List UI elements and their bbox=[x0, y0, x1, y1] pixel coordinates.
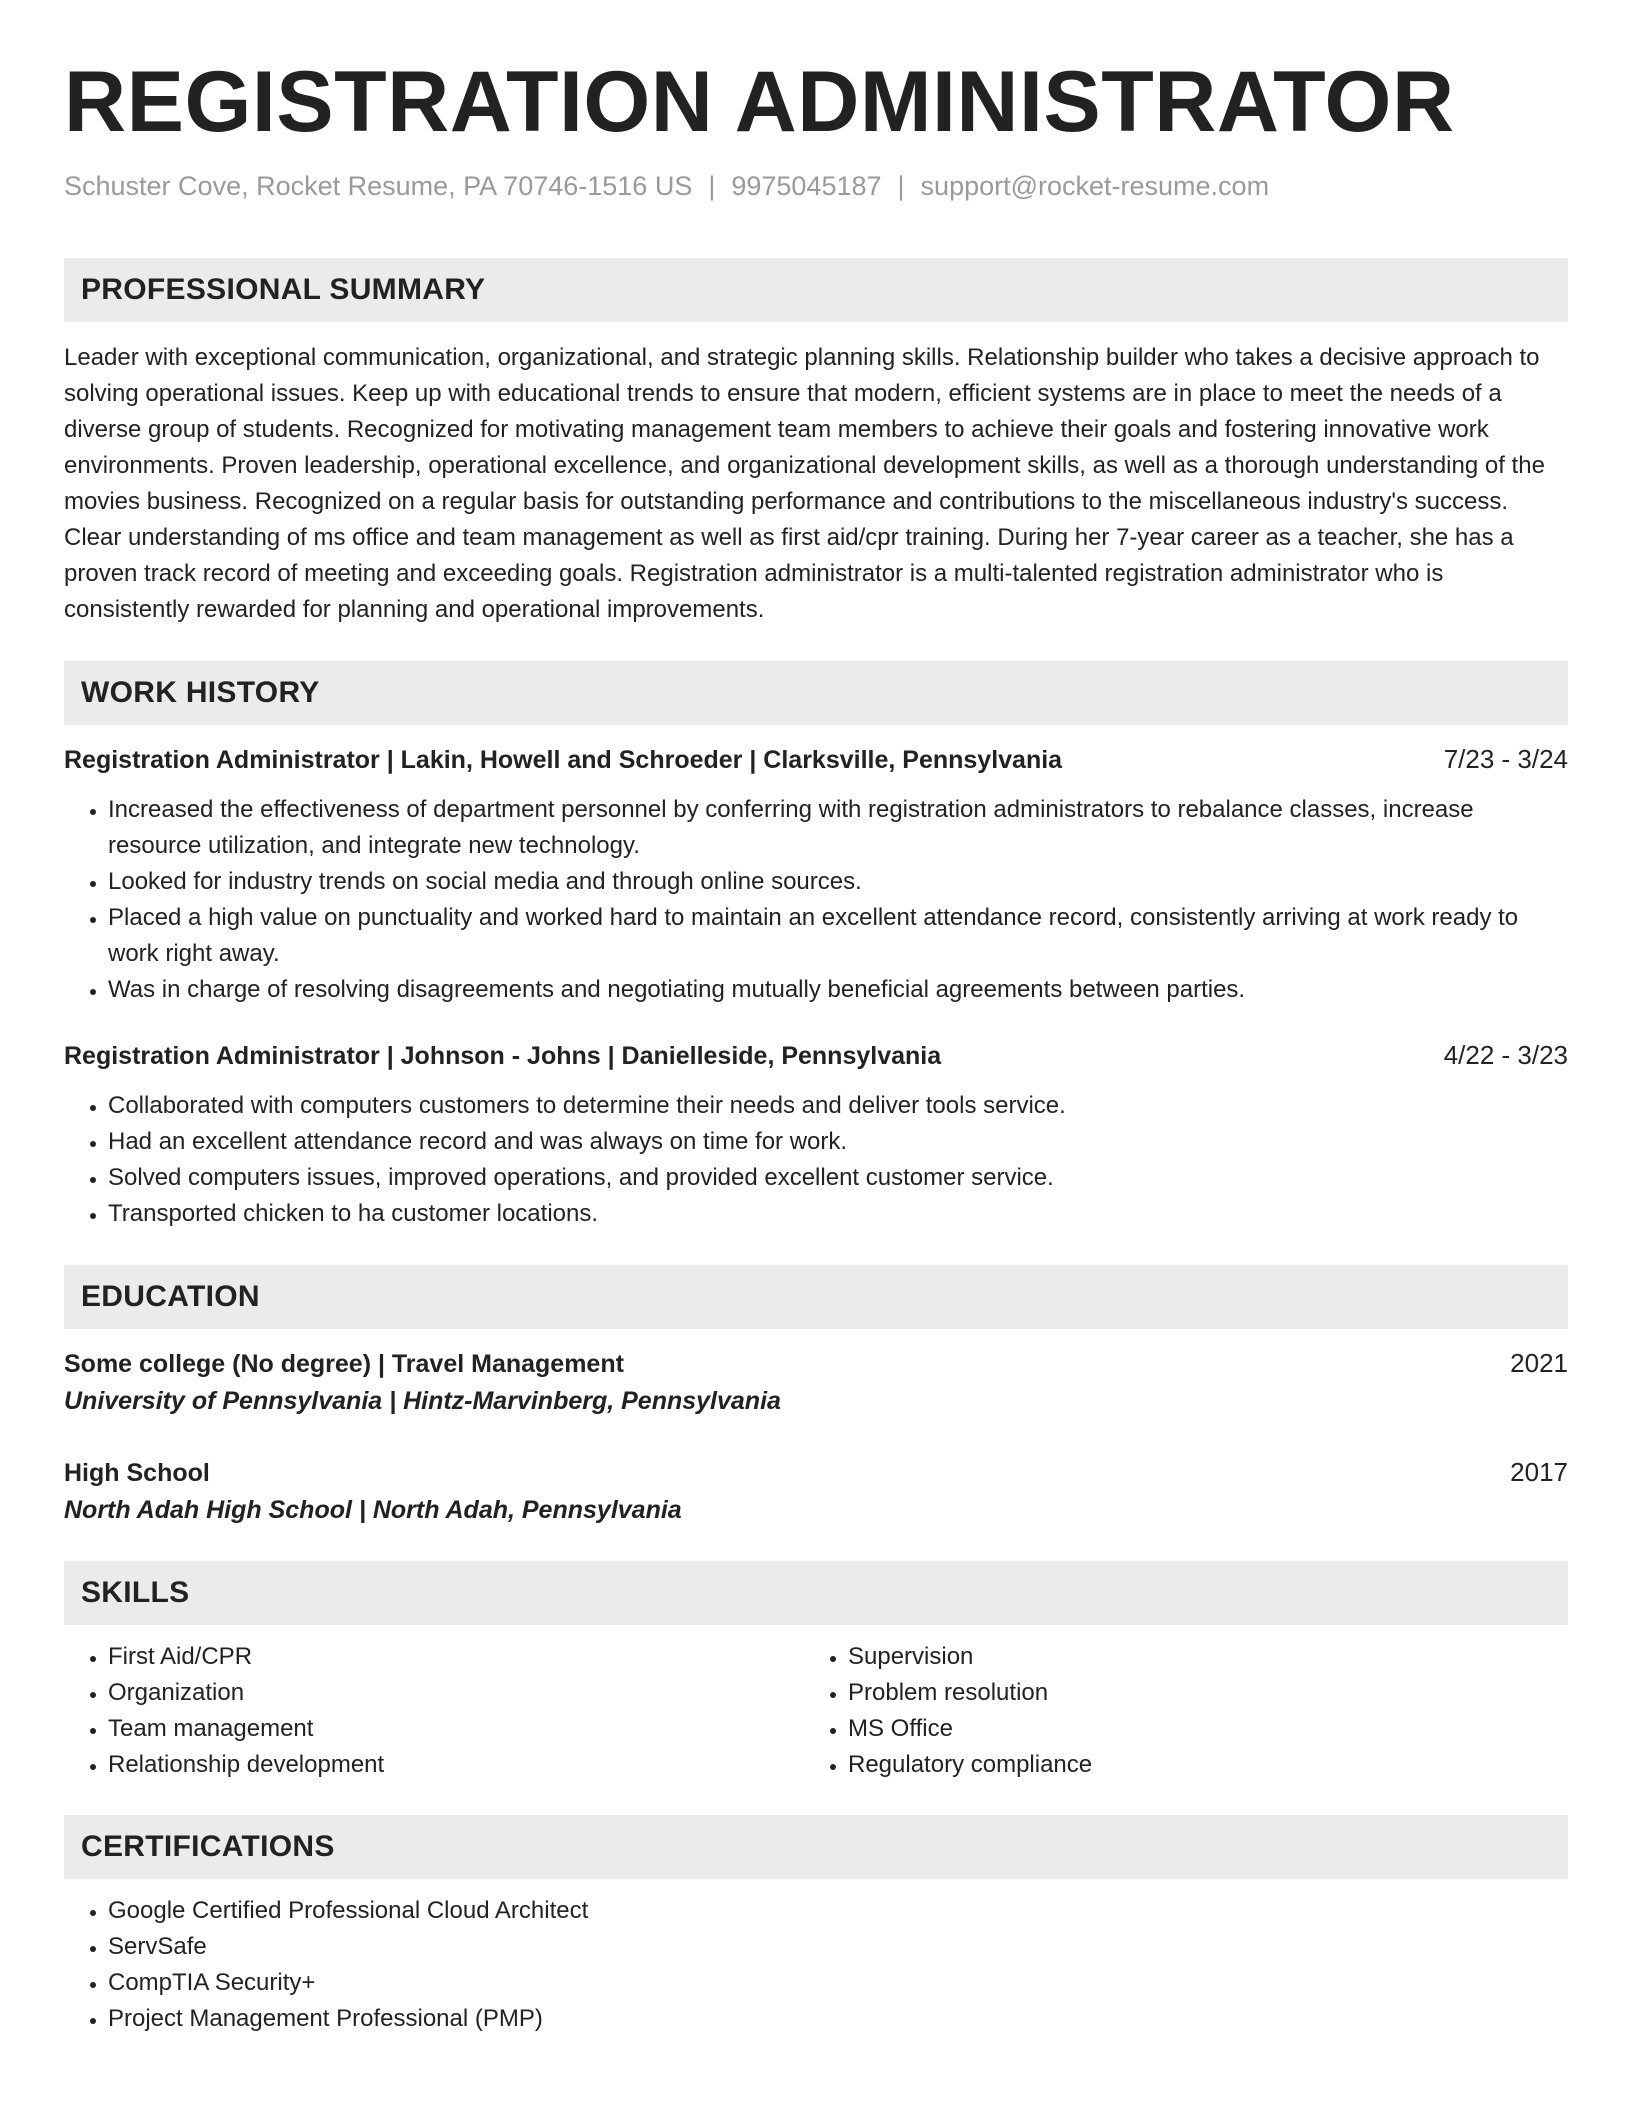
education-degree: Some college (No degree) | Travel Management bbox=[64, 1350, 624, 1378]
section-header-skills: SKILLS bbox=[64, 1561, 1568, 1625]
education-school: University of Pennsylvania | Hintz-Marvinberg, Pennsylvania bbox=[64, 1387, 781, 1415]
certification-item: • Google Certified Professional Cloud Architect bbox=[108, 1893, 1568, 1929]
certification-item: • ServSafe bbox=[108, 1929, 1568, 1965]
job-bullet: • Placed a high value on punctuality and worked hard to maintain an excellent attendance record, consistently arriving at work ready to work right away. bbox=[108, 900, 1568, 972]
education-entry bbox=[64, 1454, 1568, 1529]
job-entry bbox=[64, 1037, 1568, 1232]
job-dates: 4/22 - 3/23 bbox=[1443, 1040, 1568, 1070]
job-header bbox=[64, 1037, 1568, 1074]
job-bullet: • Increased the effectiveness of department personnel by conferring with registration administrators to rebalance classes, increase resource utilization, and integrate new technology. bbox=[108, 792, 1568, 864]
job-bullet: • Had an excellent attendance record and was always on time for work. bbox=[108, 1124, 1568, 1160]
skills-list bbox=[804, 1639, 1544, 1783]
job-title: Registration Administrator | Johnson - Johns | Danielleside, Pennsylvania bbox=[64, 1042, 942, 1070]
section-header-certifications: CERTIFICATIONS bbox=[64, 1815, 1568, 1879]
skill-item: • Supervision bbox=[848, 1639, 1544, 1675]
job-dates: 7/23 - 3/24 bbox=[1443, 744, 1568, 774]
skill-item: • Relationship development bbox=[108, 1747, 804, 1783]
contact-separator: | bbox=[897, 171, 905, 201]
job-bullet: • Transported chicken to ha customer locations. bbox=[108, 1196, 1568, 1232]
education-year: 2021 bbox=[1510, 1348, 1568, 1378]
skills-column-left bbox=[64, 1639, 804, 1783]
skill-item: • Problem resolution bbox=[848, 1675, 1544, 1711]
skill-item: • Regulatory compliance bbox=[848, 1747, 1544, 1783]
job-bullet: • Collaborated with computers customers to determine their needs and deliver tools service. bbox=[108, 1088, 1568, 1124]
skill-item: • MS Office bbox=[848, 1711, 1544, 1747]
job-entry bbox=[64, 741, 1568, 1008]
candidate-name: REGISTRATION ADMINISTRATOR bbox=[64, 54, 1455, 150]
education-header bbox=[64, 1454, 1568, 1491]
job-bullets bbox=[64, 792, 1568, 1008]
contact-address: Schuster Cove, Rocket Resume, PA 70746-1516 US bbox=[64, 171, 693, 201]
job-bullet: • Solved computers issues, improved operations, and provided excellent customer service. bbox=[108, 1160, 1568, 1196]
education-degree: High School bbox=[64, 1459, 210, 1487]
education-entry bbox=[64, 1345, 1568, 1420]
skills-list bbox=[64, 1639, 804, 1783]
education-header bbox=[64, 1345, 1568, 1382]
job-bullet: • Looked for industry trends on social media and through online sources. bbox=[108, 864, 1568, 900]
certification-item: • CompTIA Security+ bbox=[108, 1965, 1568, 2001]
job-bullet: • Was in charge of resolving disagreements and negotiating mutually beneficial agreements between parties. bbox=[108, 972, 1568, 1008]
education-school: North Adah High School | North Adah, Pennsylvania bbox=[64, 1496, 682, 1524]
skill-item: • Organization bbox=[108, 1675, 804, 1711]
education-year: 2017 bbox=[1510, 1457, 1568, 1487]
job-header bbox=[64, 741, 1568, 778]
summary-text: Leader with exceptional communication, organizational, and strategic planning skills. Relationship builder who takes a decisive approach to solving operational issues. Keep up with educational trends to ensure that modern, efficient systems are in place to meet the needs of a diverse group of students. Recognized for motivating management team members to achieve their goals and fostering innovative work environments. Proven leadership, operational excellence, and organizational development skills, as well as a thorough understanding of the movies business. Recognized on a regular basis for outstanding performance and contributions to the miscellaneous industry's success. Clear understanding of ms office and team management as well as first aid/cpr training. During her 7-year career as a teacher, she has a proven track record of meeting and exceeding goals. Registration administrator is a multi-talented registration administrator who is consistently rewarded for planning and operational improvements. bbox=[64, 344, 1545, 623]
contact-separator: | bbox=[708, 171, 716, 201]
section-header-education: EDUCATION bbox=[64, 1265, 1568, 1329]
section-header-work-history: WORK HISTORY bbox=[64, 661, 1568, 725]
skill-item: • First Aid/CPR bbox=[108, 1639, 804, 1675]
section-header-summary: PROFESSIONAL SUMMARY bbox=[64, 258, 1568, 322]
skills-column-right bbox=[804, 1639, 1544, 1783]
contact-line bbox=[64, 168, 1568, 204]
contact-phone: 9975045187 bbox=[731, 171, 882, 201]
certifications-list bbox=[64, 1893, 1568, 2037]
certification-item: • Project Management Professional (PMP) bbox=[108, 2001, 1568, 2037]
skills-grid bbox=[64, 1639, 1568, 1783]
contact-email[interactable]: support@rocket-resume.com bbox=[920, 171, 1270, 201]
job-bullets bbox=[64, 1088, 1568, 1232]
job-title: Registration Administrator | Lakin, Howell and Schroeder | Clarksville, Pennsylvania bbox=[64, 746, 1063, 774]
skill-item: • Team management bbox=[108, 1711, 804, 1747]
